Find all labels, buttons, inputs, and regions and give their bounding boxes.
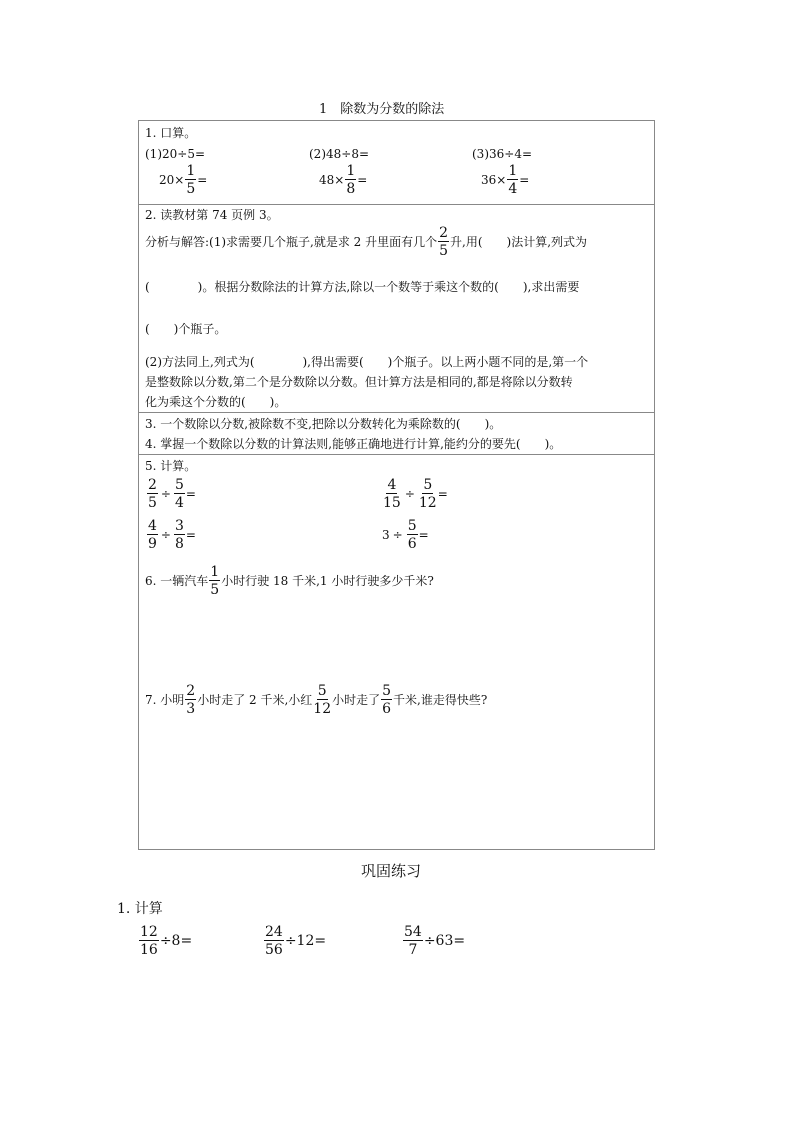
practice-expression: $\frac{24}{56}$ ÷12= [265, 924, 327, 958]
question-6: 6. 一辆汽车 $\frac{1}{5}$ 小时行驶 18 千米,1 小时行驶多少千米? [145, 564, 434, 598]
divider [139, 454, 654, 455]
practice-heading: 1. 计算 [117, 901, 163, 917]
section1-heading: 1. 口算。 [145, 126, 197, 140]
oral-calc-6: 36× $\frac{1}{4}$ = [481, 163, 530, 197]
question-7: 7. 小明 $\frac{2}{3}$ 小时走了 2 千米,小红 $\frac{5}{12}$ 小时走了 $\frac{5}{6}$ 千米,谁走得快些? [145, 683, 488, 717]
analysis-line-3: ( )个瓶子。 [145, 322, 227, 336]
calc-expression: $\frac{2}{5}$ ÷ $\frac{5}{4}$ = [148, 477, 196, 511]
oral-calc-5: 48× $\frac{1}{8}$ = [319, 163, 368, 197]
divider [139, 204, 654, 205]
rule-line-3: 3. 一个数除以分数,被除数不变,把除以分数转化为乘除数的( )。 [145, 417, 502, 431]
analysis-line-6: 化为乘这个分数的( )。 [145, 395, 287, 409]
oral-calc-1: (1)20÷5= [145, 147, 206, 161]
oral-calc-4: 20× $\frac{1}{5}$ = [159, 163, 208, 197]
section5-heading: 5. 计算。 [145, 459, 197, 473]
analysis-line-5: 是整数除以分数,第二个是分数除以分数。但计算方法是相同的,都是将除以分数转 [145, 375, 573, 389]
oral-calc-2: (2)48÷8= [309, 147, 370, 161]
calc-expression: $\frac{4}{9}$ ÷ $\frac{3}{8}$ = [148, 518, 196, 552]
calc-expression: $\frac{4}{15}$ ÷ $\frac{5}{12}$ = [383, 477, 448, 511]
practice-expression: $\frac{12}{16}$ ÷8= [140, 924, 193, 958]
calc-expression: 3 ÷ $\frac{5}{6}$ = [382, 518, 429, 552]
analysis-line-2: ( )。根据分数除法的计算方法,除以一个数等于乘这个数的( ),求出需要 [145, 280, 580, 294]
divider [139, 412, 654, 413]
rule-line-4: 4. 掌握一个数除以分数的计算法则,能够正确地进行计算,能约分的要先( )。 [145, 437, 562, 451]
practice-expression: $\frac{54}{7}$ ÷63= [404, 924, 466, 958]
oral-calc-3: (3)36÷4= [472, 147, 533, 161]
practice-title: 巩固练习 [361, 862, 422, 880]
analysis-line-1: 分析与解答:(1)求需要几个瓶子,就是求 2 升里面有几个 $\frac{2}{5}$ 升,用( )法计算,列式为 [145, 225, 588, 259]
page-title: 1 除数为分数的除法 [319, 102, 445, 117]
analysis-line-4: (2)方法同上,列式为( ),得出需要( )个瓶子。以上两小题不同的是,第一个 [145, 355, 589, 369]
section2-heading: 2. 读教材第 74 页例 3。 [145, 208, 279, 222]
